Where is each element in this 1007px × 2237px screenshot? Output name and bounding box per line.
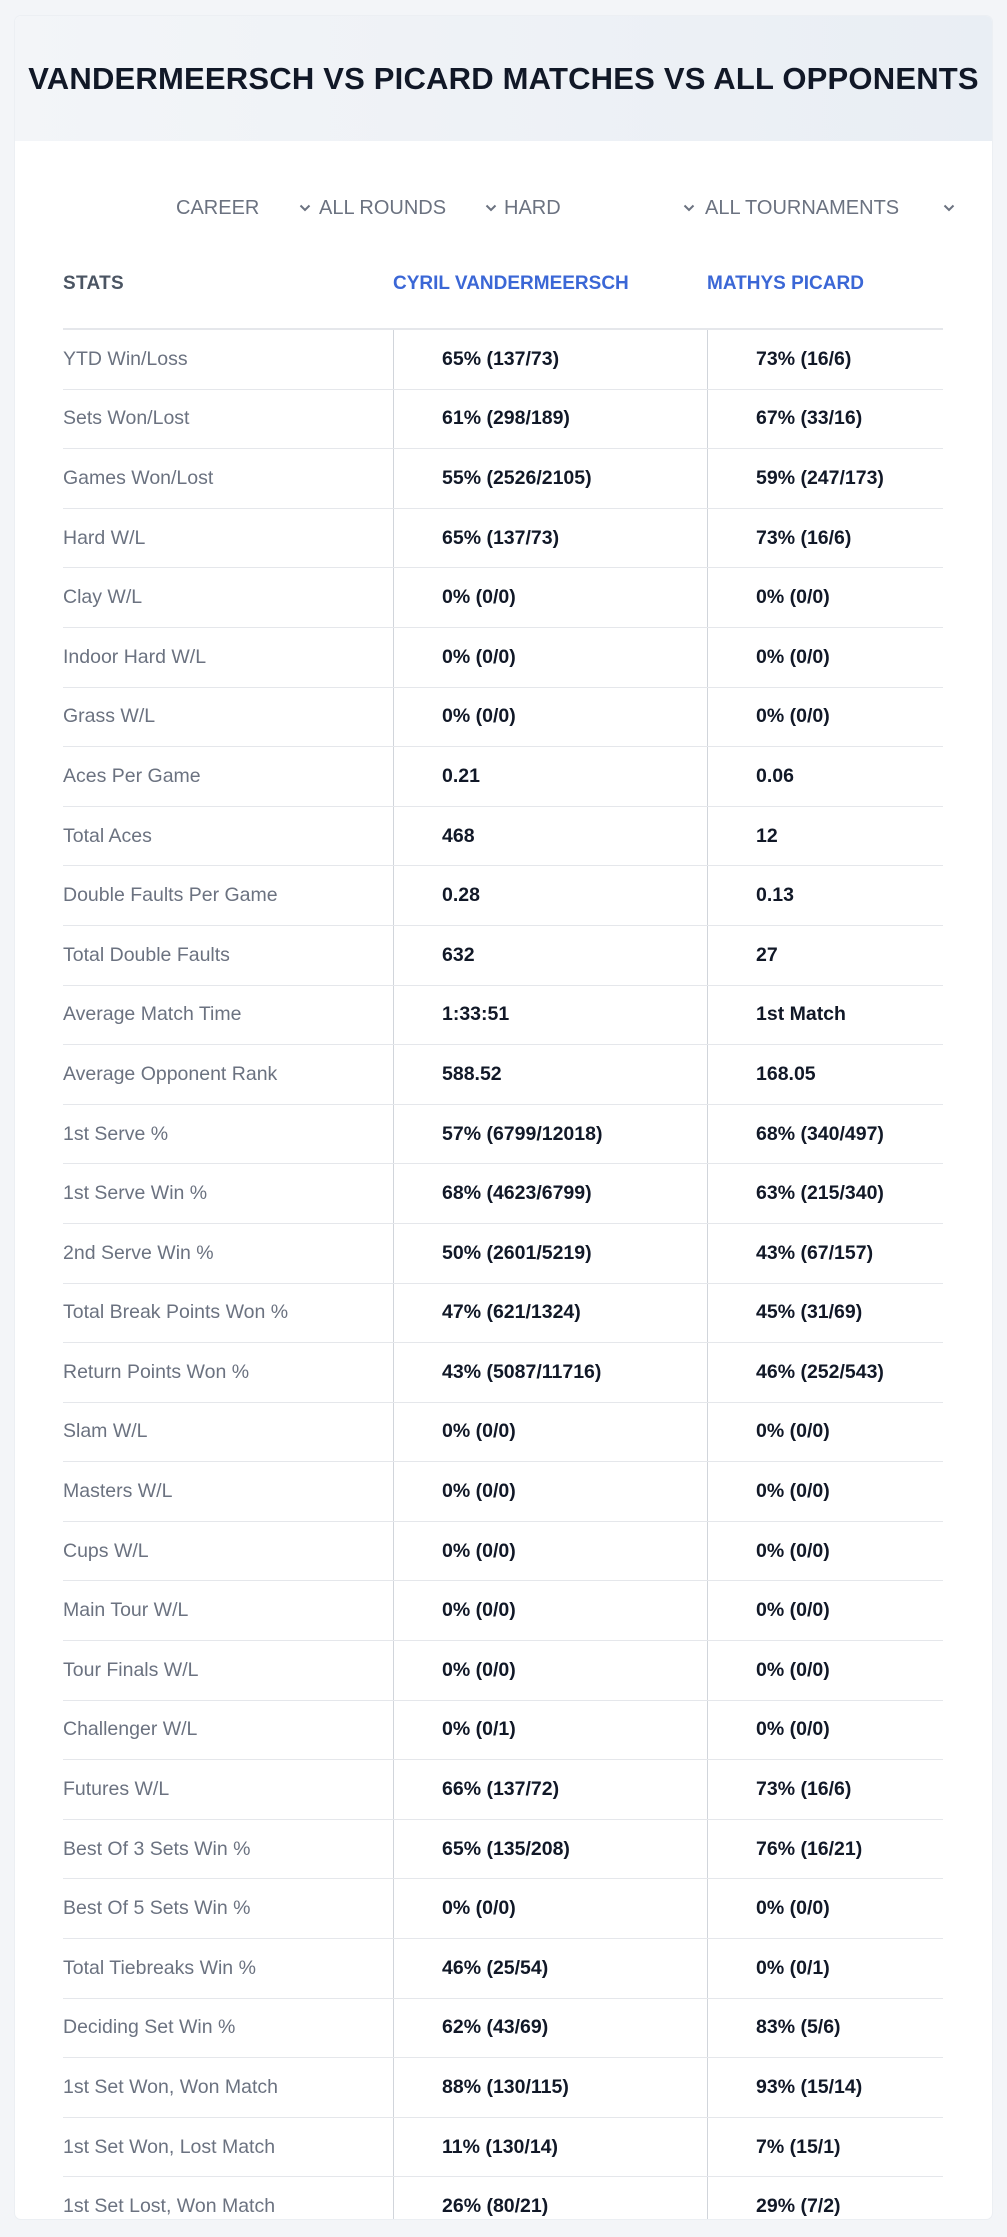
table-row bbox=[63, 1760, 943, 1820]
filter-tournament-select[interactable] bbox=[705, 188, 955, 228]
player1-value: 65% (137/73) bbox=[393, 330, 707, 389]
table-row bbox=[63, 747, 943, 807]
stats-table bbox=[63, 252, 943, 2219]
player2-value: 29% (7/2) bbox=[707, 2177, 943, 2219]
player2-value: 168.05 bbox=[707, 1045, 943, 1104]
stat-label: Deciding Set Win % bbox=[63, 2016, 236, 2039]
table-row bbox=[63, 1462, 943, 1522]
player1-value: 0% (0/0) bbox=[393, 1879, 707, 1938]
stat-label: Clay W/L bbox=[63, 586, 143, 609]
table-row bbox=[63, 449, 943, 509]
player2-value: 0% (0/0) bbox=[707, 1522, 943, 1581]
filter-surface-select[interactable] bbox=[504, 188, 695, 228]
player1-value: 588.52 bbox=[393, 1045, 707, 1104]
table-row bbox=[63, 628, 943, 688]
stat-label: 1st Set Lost, Won Match bbox=[63, 2195, 276, 2218]
player2-value: 0% (0/0) bbox=[707, 1403, 943, 1462]
player1-value: 0% (0/0) bbox=[393, 1462, 707, 1521]
player2-column-header[interactable]: MATHYS PICARD bbox=[707, 273, 864, 294]
stat-label: YTD Win/Loss bbox=[63, 347, 188, 370]
player2-value: 68% (340/497) bbox=[707, 1105, 943, 1164]
player1-value: 468 bbox=[393, 807, 707, 866]
chevron-down-icon bbox=[943, 202, 955, 214]
filter-surface-value: HARD bbox=[504, 196, 561, 219]
player1-value: 0% (0/0) bbox=[393, 628, 707, 687]
player1-value: 62% (43/69) bbox=[393, 1999, 707, 2058]
stat-label: Total Aces bbox=[63, 824, 152, 847]
table-row bbox=[63, 2177, 943, 2219]
player1-value: 0% (0/0) bbox=[393, 1641, 707, 1700]
table-row bbox=[63, 1105, 943, 1165]
stat-label: Masters W/L bbox=[63, 1480, 173, 1503]
stats-column-header: STATS bbox=[63, 273, 124, 294]
table-row bbox=[63, 986, 943, 1046]
table-header bbox=[63, 252, 943, 330]
player1-value: 50% (2601/5219) bbox=[393, 1224, 707, 1283]
player2-value: 73% (16/6) bbox=[707, 509, 943, 568]
player1-value: 43% (5087/11716) bbox=[393, 1343, 707, 1402]
stat-label: Hard W/L bbox=[63, 526, 146, 549]
stat-label: Total Tiebreaks Win % bbox=[63, 1956, 256, 1979]
player1-value: 0.28 bbox=[393, 866, 707, 925]
player2-value: 67% (33/16) bbox=[707, 390, 943, 449]
table-row bbox=[63, 509, 943, 569]
stat-label: Challenger W/L bbox=[63, 1718, 198, 1741]
chevron-down-icon bbox=[485, 202, 497, 214]
table-row bbox=[63, 926, 943, 986]
player2-value: 7% (15/1) bbox=[707, 2118, 943, 2177]
player2-value: 0% (0/0) bbox=[707, 688, 943, 747]
player2-value: 0.13 bbox=[707, 866, 943, 925]
filter-round-select[interactable] bbox=[319, 188, 497, 228]
table-row bbox=[63, 688, 943, 748]
player2-value: 46% (252/543) bbox=[707, 1343, 943, 1402]
table-row bbox=[63, 2118, 943, 2178]
table-row bbox=[63, 330, 943, 390]
player2-value: 0% (0/0) bbox=[707, 1462, 943, 1521]
table-row bbox=[63, 568, 943, 628]
player1-value: 47% (621/1324) bbox=[393, 1284, 707, 1343]
table-row bbox=[63, 1820, 943, 1880]
player2-value: 45% (31/69) bbox=[707, 1284, 943, 1343]
table-row bbox=[63, 1522, 943, 1582]
player1-value: 0% (0/0) bbox=[393, 688, 707, 747]
stat-label: 2nd Serve Win % bbox=[63, 1241, 214, 1264]
table-row bbox=[63, 1581, 943, 1641]
filter-round-value: ALL ROUNDS bbox=[319, 196, 447, 219]
player1-value: 55% (2526/2105) bbox=[393, 449, 707, 508]
stat-label: 1st Set Won, Won Match bbox=[63, 2076, 278, 2099]
stat-label: Best Of 5 Sets Win % bbox=[63, 1897, 251, 1920]
player1-value: 0.21 bbox=[393, 747, 707, 806]
chevron-down-icon bbox=[683, 202, 695, 214]
filter-tournament-value: ALL TOURNAMENTS bbox=[705, 196, 900, 219]
player2-value: 0% (0/0) bbox=[707, 628, 943, 687]
player2-value: 27 bbox=[707, 926, 943, 985]
player1-value: 0% (0/0) bbox=[393, 1403, 707, 1462]
player1-value: 0% (0/0) bbox=[393, 1522, 707, 1581]
stat-label: Tour Finals W/L bbox=[63, 1658, 199, 1681]
filter-period-value: CAREER bbox=[176, 196, 260, 219]
player1-value: 88% (130/115) bbox=[393, 2058, 707, 2117]
player1-value: 632 bbox=[393, 926, 707, 985]
table-row bbox=[63, 1939, 943, 1999]
player1-value: 66% (137/72) bbox=[393, 1760, 707, 1819]
player1-value: 65% (135/208) bbox=[393, 1820, 707, 1879]
stats-card bbox=[15, 16, 992, 2219]
player2-value: 0% (0/0) bbox=[707, 1641, 943, 1700]
filters-bar bbox=[15, 188, 992, 228]
table-row bbox=[63, 1403, 943, 1463]
stat-label: Indoor Hard W/L bbox=[63, 645, 207, 668]
player2-value: 73% (16/6) bbox=[707, 330, 943, 389]
table-row bbox=[63, 2058, 943, 2118]
stat-label: Games Won/Lost bbox=[63, 466, 214, 489]
stat-label: Aces Per Game bbox=[63, 764, 201, 787]
player2-value: 0.06 bbox=[707, 747, 943, 806]
player1-value: 65% (137/73) bbox=[393, 509, 707, 568]
table-row bbox=[63, 1641, 943, 1701]
player2-value: 63% (215/340) bbox=[707, 1164, 943, 1223]
player2-value: 0% (0/0) bbox=[707, 568, 943, 627]
player1-value: 26% (80/21) bbox=[393, 2177, 707, 2219]
stat-label: Double Faults Per Game bbox=[63, 884, 278, 907]
stat-label: Average Match Time bbox=[63, 1003, 242, 1026]
stat-label: Total Double Faults bbox=[63, 943, 230, 966]
player2-value: 1st Match bbox=[707, 986, 943, 1045]
player2-value: 76% (16/21) bbox=[707, 1820, 943, 1879]
stat-label: Cups W/L bbox=[63, 1539, 149, 1562]
player2-value: 73% (16/6) bbox=[707, 1760, 943, 1819]
stat-label: Grass W/L bbox=[63, 705, 156, 728]
player1-value: 57% (6799/12018) bbox=[393, 1105, 707, 1164]
player1-column-header[interactable]: CYRIL VANDERMEERSCH bbox=[393, 273, 629, 294]
stat-label: Return Points Won % bbox=[63, 1360, 250, 1383]
player2-value: 83% (5/6) bbox=[707, 1999, 943, 2058]
filter-period-select[interactable] bbox=[176, 188, 311, 228]
player1-value: 1:33:51 bbox=[393, 986, 707, 1045]
player2-value: 59% (247/173) bbox=[707, 449, 943, 508]
stat-label: Futures W/L bbox=[63, 1778, 170, 1801]
player1-value: 11% (130/14) bbox=[393, 2118, 707, 2177]
table-row bbox=[63, 1164, 943, 1224]
stat-label: 1st Serve Win % bbox=[63, 1182, 208, 1205]
player2-value: 93% (15/14) bbox=[707, 2058, 943, 2117]
stat-label: Slam W/L bbox=[63, 1420, 148, 1443]
chevron-down-icon bbox=[299, 202, 311, 214]
stat-label: Sets Won/Lost bbox=[63, 407, 190, 430]
stat-label: Main Tour W/L bbox=[63, 1599, 189, 1622]
player2-value: 0% (0/0) bbox=[707, 1701, 943, 1760]
table-row bbox=[63, 1701, 943, 1761]
player1-value: 0% (0/0) bbox=[393, 568, 707, 627]
table-row bbox=[63, 1284, 943, 1344]
player1-value: 68% (4623/6799) bbox=[393, 1164, 707, 1223]
table-row bbox=[63, 1999, 943, 2059]
player2-value: 0% (0/0) bbox=[707, 1879, 943, 1938]
table-row bbox=[63, 1343, 943, 1403]
player1-value: 0% (0/0) bbox=[393, 1581, 707, 1640]
stat-label: Average Opponent Rank bbox=[63, 1062, 278, 1085]
page-title: VANDERMEERSCH VS PICARD MATCHES VS ALL OPPONENTS bbox=[28, 60, 979, 96]
stat-label: Best Of 3 Sets Win % bbox=[63, 1837, 251, 1860]
stat-label: 1st Serve % bbox=[63, 1122, 169, 1145]
table-row bbox=[63, 807, 943, 867]
player1-value: 0% (0/1) bbox=[393, 1701, 707, 1760]
table-row bbox=[63, 866, 943, 926]
table-row bbox=[63, 390, 943, 450]
player2-value: 43% (67/157) bbox=[707, 1224, 943, 1283]
stat-label: Total Break Points Won % bbox=[63, 1301, 289, 1324]
card-header bbox=[15, 16, 992, 141]
player2-value: 0% (0/1) bbox=[707, 1939, 943, 1998]
player1-value: 61% (298/189) bbox=[393, 390, 707, 449]
player1-value: 46% (25/54) bbox=[393, 1939, 707, 1998]
table-body bbox=[63, 330, 943, 2219]
table-row bbox=[63, 1224, 943, 1284]
table-row bbox=[63, 1045, 943, 1105]
player2-value: 12 bbox=[707, 807, 943, 866]
player2-value: 0% (0/0) bbox=[707, 1581, 943, 1640]
table-row bbox=[63, 1879, 943, 1939]
stat-label: 1st Set Won, Lost Match bbox=[63, 2135, 276, 2158]
